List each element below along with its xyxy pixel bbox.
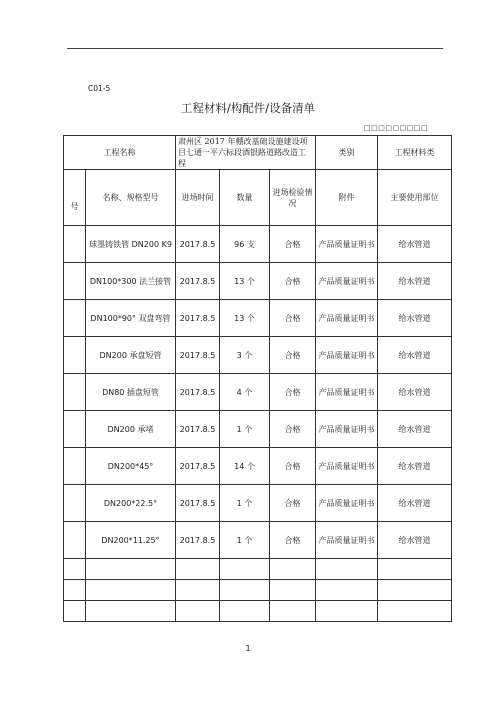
usage-location: 给水管道 (378, 263, 452, 300)
row-index (64, 485, 86, 522)
quantity: 4 个 (220, 374, 270, 411)
inspection-result: 合格 (270, 300, 316, 337)
row-index (64, 448, 86, 485)
material-name: DN200*22.5° (86, 485, 176, 522)
attachment: 产品质量证明书 (316, 411, 378, 448)
material-name: DN80 插盘短管 (86, 374, 176, 411)
table-row (64, 485, 452, 522)
inspection-result: 合格 (270, 374, 316, 411)
col-no: 号 (64, 170, 86, 226)
entry-time: 2017.8.5 (176, 522, 220, 559)
usage-location: 给水管道 (378, 485, 452, 522)
attachment: 产品质量证明书 (316, 374, 378, 411)
inspection-result: 合格 (270, 411, 316, 448)
empty-row (64, 601, 452, 622)
usage-location: 给水管道 (378, 522, 452, 559)
quantity: 1 个 (220, 411, 270, 448)
category-value: 工程材料类 (378, 136, 452, 170)
quantity: 96 支 (220, 226, 270, 263)
usage-location: 给水管道 (378, 337, 452, 374)
attachment: 产品质量证明书 (316, 226, 378, 263)
quantity: 14 个 (220, 448, 270, 485)
material-name: DN200*11.25° (86, 522, 176, 559)
box-marks: □□□□□□□□□ (364, 124, 429, 132)
attachment: 产品质量证明书 (316, 485, 378, 522)
material-name: DN200 承堵 (86, 411, 176, 448)
row-index (64, 263, 86, 300)
table-row (64, 300, 452, 337)
col-qty: 数量 (220, 170, 270, 226)
entry-time: 2017.8.5 (176, 448, 220, 485)
column-header-row (64, 170, 452, 226)
table-row (64, 522, 452, 559)
table-row (64, 337, 452, 374)
quantity: 1 个 (220, 522, 270, 559)
row-index (64, 226, 86, 263)
entry-time: 2017.8.5 (176, 263, 220, 300)
inspection-result: 合格 (270, 337, 316, 374)
project-name-label: 工程名称 (64, 136, 176, 170)
page-number: 1 (245, 644, 251, 653)
col-time: 进场时间 (176, 170, 220, 226)
usage-location: 给水管道 (378, 226, 452, 263)
inspection-result: 合格 (270, 263, 316, 300)
col-attach: 附件 (316, 170, 378, 226)
project-header-row (64, 136, 452, 170)
material-name: DN100*90° 双盘弯管 (86, 300, 176, 337)
header-rule (67, 48, 443, 49)
col-inspect: 进场检验情况 (270, 170, 316, 226)
entry-time: 2017.8.5 (176, 337, 220, 374)
quantity: 13 个 (220, 263, 270, 300)
inspection-result: 合格 (270, 448, 316, 485)
quantity: 1 个 (220, 485, 270, 522)
col-name: 名称、规格型号 (86, 170, 176, 226)
entry-time: 2017.8.5 (176, 226, 220, 263)
usage-location: 给水管道 (378, 300, 452, 337)
material-name: DN100*300 法兰接管 (86, 263, 176, 300)
row-index (64, 300, 86, 337)
table-row (64, 374, 452, 411)
material-name: DN200 承盘短管 (86, 337, 176, 374)
doc-code: C01-5 (88, 84, 111, 93)
table-row (64, 448, 452, 485)
entry-time: 2017.8.5 (176, 411, 220, 448)
empty-row (64, 559, 452, 580)
attachment: 产品质量证明书 (316, 448, 378, 485)
row-index (64, 374, 86, 411)
entry-time: 2017.8.5 (176, 374, 220, 411)
attachment: 产品质量证明书 (316, 263, 378, 300)
table-row (64, 226, 452, 263)
row-index (64, 522, 86, 559)
quantity: 3 个 (220, 337, 270, 374)
entry-time: 2017.8.5 (176, 485, 220, 522)
project-name-value: 肃州区 2017 年棚改基础设施建设项目七通一平六标段酒银路道路改造工程 (176, 136, 316, 170)
table-row (64, 411, 452, 448)
empty-row (64, 580, 452, 601)
inspection-result: 合格 (270, 522, 316, 559)
usage-location: 给水管道 (378, 374, 452, 411)
category-label: 类别 (316, 136, 378, 170)
material-name: DN200*45° (86, 448, 176, 485)
attachment: 产品质量证明书 (316, 522, 378, 559)
attachment: 产品质量证明书 (316, 300, 378, 337)
inspection-result: 合格 (270, 226, 316, 263)
row-index (64, 337, 86, 374)
entry-time: 2017.8.5 (176, 300, 220, 337)
usage-location: 给水管道 (378, 448, 452, 485)
usage-location: 给水管道 (378, 411, 452, 448)
col-use: 主要使用部位 (378, 170, 452, 226)
table-row (64, 263, 452, 300)
material-name: 球墨铸铁管 DN200 K9 (86, 226, 176, 263)
quantity: 13 个 (220, 300, 270, 337)
materials-table (63, 135, 452, 622)
attachment: 产品质量证明书 (316, 337, 378, 374)
inspection-result: 合格 (270, 485, 316, 522)
row-index (64, 411, 86, 448)
page-title: 工程材料/构配件/设备清单 (180, 101, 316, 115)
